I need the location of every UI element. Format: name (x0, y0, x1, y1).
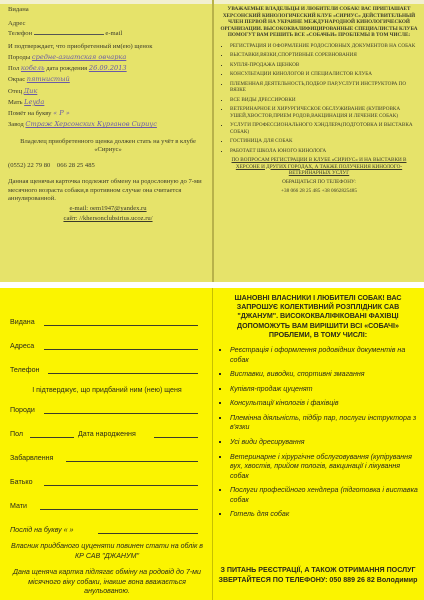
field-mother-label: Мати (10, 502, 27, 510)
photo-line-issued: Видана (8, 6, 29, 13)
field-phone (10, 364, 204, 376)
photo-line-father: Отец Дик (8, 86, 38, 95)
photo-right-list (220, 43, 418, 155)
field-birthdate-label: Дата народження (78, 430, 136, 438)
card-left-column (10, 298, 204, 598)
field-address-label: Адреса (10, 342, 35, 350)
photo-right-item: ▪ КОНСУЛЬТАЦИИ КИНОЛОГОВ И СПЕЦИАЛИСТОВ КЛУБА (230, 71, 418, 78)
service-item: ▪ Готель для собак (230, 510, 418, 520)
photo-right-item: ▪ ВЫСТАВКИ,ВЯЗКИ,СПОРТИВНЫЕ СОРЕВНОВАНИЯ (230, 52, 418, 59)
service-item: ▪ Купівля-продаж цуценят (230, 385, 418, 395)
owner-register-note: Власник придбаного цуценяти повинен стати на облік в КР САВ "ДЖАНУМ" (11, 542, 203, 560)
photo-line-phones: (0552) 22 79 80 066 28 25 485 (8, 162, 95, 170)
service-item: ▪ Виставки, виводки, спортивні змагання (230, 370, 418, 380)
photo-right-item: ▪ РАБОТАЕТ ШКОЛА ЮНОГО КИНОЛОГА (230, 148, 418, 155)
field-issued-label: Видана (10, 318, 35, 326)
photo-left-column (8, 6, 208, 278)
field-address-line[interactable] (44, 349, 198, 350)
photo-right-item: ▪ ВЕТЕРИНАРНОЕ И ХИРУРГИЧЕСКОЕ ОБСЛУЖИВАНИЕ (КУПИРОВКА УШЕЙ,ХВОСТОВ,ПРИЕМ РОДОВ,ВАКЦИНАЦИЯ И ЛЕЧЕНИЕ СОБАК) (230, 106, 418, 119)
field-litter-line[interactable] (98, 533, 198, 534)
field-father-line[interactable] (44, 485, 198, 486)
photo-line-color: Окрас пятнистый (8, 75, 70, 84)
photo-right-item: ▪ КУПЛЯ-ПРОДАЖА ЩЕНКОВ (230, 62, 418, 69)
confirm-statement: І підтверджує, що придбаний ним (нею) щеня (32, 386, 182, 394)
service-item: ▪ Ветеринарне і хірургічне обслуговування (купірування вух, хвостів, прийом пологів, вакцинації і лікування собак (230, 453, 418, 482)
photo-right-footer: ПО ВОПРОСАМ РЕГИСТРАЦИИ В КЛУБЕ «СИРИУС» И НА ВЫСТАВКИ В ХЕРСОНЕ И ДРУГИХ ГОРОДАХ, А ТАКЖЕ ПОЛУЧЕНИЯ КИНОЛОГО-ВЕТЕРИНАРНЫХ УСЛУГ (231, 157, 407, 176)
photo-right-footer2: ОБРАЩАТЬСЯ ПО ТЕЛЕФОНУ: (282, 178, 356, 185)
card-right-column (218, 294, 418, 598)
field-issued-line[interactable] (44, 325, 198, 326)
photo-line-owner-note: Владелец приобретенного щенка должен стать на учёт в клубе «Сириус» (20, 137, 196, 153)
photo-right-header: УВАЖАЕМЫЕ ВЛАДЕЛЬЦЫ И ЛЮБИТЕЛИ СОБАК! ВАС ПРИГЛАШАЕТ ХЕРСОНСКИЙ КИНОЛОГИЧЕСКИЙ КЛУБ «СИРИУС» ДЕЙСТВИТЕЛЬНЫЙ ЧЛЕН ПЕРВОЙ НА УКРАИНЕ МЕЖДУНАРОДНОЙ КИНОЛОГИЧЕСКОЙ ОРГАНИЗАЦИИ. ВЫСОКОКВАЛИФИЦИРОВАННЫЕ СПЕЦИАЛИСТЫ КЛУБА ПОМОГУТ ВАМ РЕШИТЬ ВСЕ «СОБАЧЬИ» ПРОБЛЕМЫ В ТОМ ЧИСЛЕ: (220, 6, 418, 38)
field-color-line[interactable] (66, 461, 198, 462)
photo-right-phones: +38 066 28 25 485 +38 0662825485 (281, 188, 357, 194)
field-birthdate-line[interactable] (154, 437, 198, 438)
card-divider (212, 288, 213, 600)
photo-original-card (0, 0, 424, 282)
field-address (10, 340, 204, 352)
field-phone-label: Телефон (10, 366, 40, 374)
puppy-card (0, 288, 424, 600)
photo-line-sex-date: Пол кобель дата рождения 26.09.2013 (8, 64, 127, 73)
field-sex-line[interactable] (30, 437, 74, 438)
photo-right-item: ▪ УСЛУГИ ПРОФЕССИОНАЛЬНОГО ХЭНДЛЕРА(ПОДГОТОВКА И ВЫСТАВКА СОБАК) (230, 122, 418, 135)
photo-fold-line (212, 0, 214, 282)
field-color (10, 452, 204, 464)
photo-line-confirm: И подтверждает, что приобретенный им(ею) щенок (8, 42, 153, 50)
field-breed-line[interactable] (44, 413, 198, 414)
photo-right-item: ▪ ГОСТИНИЦА ДЛЯ СОБАК (230, 138, 418, 145)
field-litter (10, 524, 204, 536)
field-breed (10, 404, 204, 416)
photo-line-breed: Породы средне-азиатская овчарка (8, 52, 127, 61)
field-color-label: Забарвлення (10, 454, 54, 462)
photo-right-item: ▪ ВСЕ ВИДЫ ДРЕССИРОВКИ (230, 97, 418, 104)
exchange-note: Дана щеняча картка підлягає обміну на родовід до 7-ми місячного віку собаки, інакше вона вважається анульованою. (13, 568, 201, 596)
field-sex-label: Пол (10, 430, 24, 438)
photo-line-site: сайт: //khersonclubsirius.ucoz.ru/ (63, 215, 153, 223)
photo-line-exchange: Данная щенячья карточка подлежит обмену на родословную до 7-ми месячного возраста собаки,в противном случае она считается аннулированной. (8, 178, 202, 202)
field-issued (10, 316, 204, 328)
field-mother-line[interactable] (40, 509, 198, 510)
field-father (10, 476, 204, 488)
photo-line-kennel: Завод Страж Херсонских Курганов Сириус (8, 120, 157, 129)
invitation-title: ШАНОВНІ ВЛАСНИКИ І ЛЮБИТЕЛІ СОБАК! ВАС ЗАПРОШУЄ КОЛЕКТИВНИЙ РОЗПЛІДНИК САВ "ДЖАНУМ". ВИСОКОКВАЛІФІКОВАНІ ФАХІВЦІ ДОПОМОЖУТЬ ВАМ ВИРІШИТИ ВСІ «СОБАЧІ» ПРОБЛЕМИ, В ТОМУ ЧИСЛІ: (234, 294, 402, 339)
service-item: ▪ Послуги професійного хендлера (підготовка і виставка собак (230, 486, 418, 505)
photo-line-email: e-mail: oem1947@yandex.ru (69, 204, 147, 212)
field-father-label: Батько (10, 478, 33, 486)
service-item: ▪ Реєстрація і оформлення родовідних документів на собак (230, 346, 418, 365)
photo-right-item: ▪ ПЛЕМЕННАЯ ДЕЯТЕЛЬНОСТЬ,ПОДБОР ПАР,УСЛУГИ ИНСТРУКТОРА ПО ВЯЗКЕ (230, 81, 418, 94)
service-item: ▪ Племінна діяльність, підбір пар, послуги інструктора з в'язки (230, 414, 418, 433)
photo-right-item: ▪ РЕГИСТРАЦИЯ И ОФОРМЛЕНИЕ РОДОСЛОВНЫХ ДОКУМЕНТОВ НА СОБАК (230, 43, 418, 50)
photo-line-mother: Мать Leyda (8, 97, 45, 106)
field-litter-label: Послід на букву « » (10, 526, 74, 534)
contact-footer: З ПИТАНЬ РЕЄСТРАЦІЇ, А ТАКОЖ ОТРИМАННЯ ПОСЛУГ ЗВЕРТАЙТЕСЯ ПО ТЕЛЕФОНУ: 050 889 26 82 Володимир (218, 566, 418, 584)
field-breed-label: Породи (10, 406, 35, 414)
service-item: ▪ Усі види дресирування (230, 438, 418, 448)
field-mother (10, 500, 204, 512)
photo-line-phone: Телефон e-mail (8, 30, 123, 38)
services-list (218, 346, 418, 520)
field-phone-line[interactable] (48, 373, 198, 374)
photo-line-address: Адрес (8, 20, 26, 28)
field-sex-date (10, 428, 204, 440)
photo-line-litter: Помёт на букву « Р » (8, 109, 70, 118)
photo-right-column (220, 6, 418, 278)
service-item: ▪ Консультації кінологів і фахівців (230, 399, 418, 409)
